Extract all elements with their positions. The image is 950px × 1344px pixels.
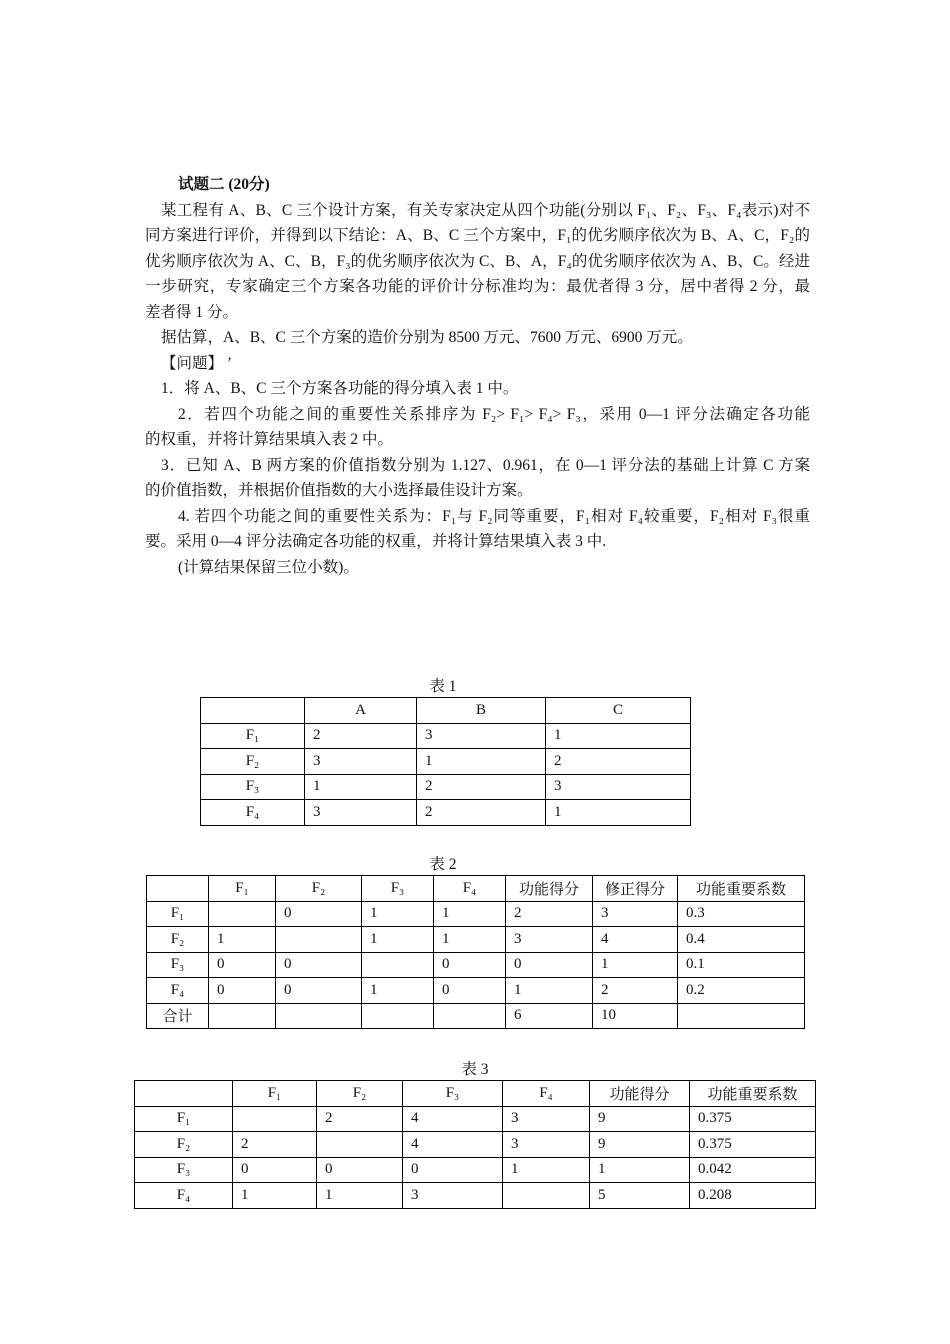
header-cell: F₄ [503,1081,590,1107]
table1-caption: 表 1 [429,678,457,695]
row-label: F₃ [201,774,305,800]
section-heading: 【问题】 ’ [161,354,233,372]
table-cell: 2 [546,749,691,775]
table-cell [276,1003,362,1029]
table-cell: 1 [506,978,593,1004]
header-cell: F₁ [233,1081,317,1107]
table-cell [317,1132,403,1158]
table-cell [503,1183,590,1209]
table-row [135,1157,816,1183]
table-cell [209,1003,276,1029]
header-cell: 功能重要系数 [690,1081,816,1107]
table-cell: 4 [403,1106,503,1132]
table-cell [434,1003,506,1029]
row-label: F₁ [147,901,209,927]
paragraph-line: 一步研究，专家确定三个方案各功能的评价计分标准均为：最优者得 3 分，居中者得 2 分，最 [145,278,810,295]
table-cell: 2 [506,901,593,927]
question-item: 4. 若四个功能之间的重要性关系为：F₁与 F₂同等重要，F₁相对 F₄较重要，F₂相对 F₃很重 [178,507,810,525]
paragraph-line: 同方案进行评价，并得到以下结论：A、B、C 三个方案中，F₁的优劣顺序依次为 B、A、C，F₂的 [145,227,810,244]
table-row [135,1106,816,1132]
row-label: F₁ [201,723,305,749]
table-row [201,774,691,800]
table-cell: 0.375 [690,1132,816,1158]
question-note: (计算结果保留三位小数)。 [178,558,359,576]
question-item: 的价值指数，并根据价值指数的大小选择最佳设计方案。 [145,482,533,499]
row-label: F₃ [147,952,209,978]
table-cell: 10 [593,1003,678,1029]
table-cell: 0.208 [690,1183,816,1209]
table-cell: 4 [403,1132,503,1158]
table-cell [276,927,362,953]
table-cell: 4 [593,927,678,953]
table-cell: 1 [362,927,434,953]
table-cell: 1 [417,749,546,775]
table-cell: 0.4 [678,927,805,953]
table-cell: 3 [503,1106,590,1132]
table-row [147,978,805,1004]
table-cell: 2 [417,800,546,826]
header-cell: B [417,698,546,724]
table-cell: 3 [546,774,691,800]
table-cell: 0.375 [690,1106,816,1132]
table-row [201,800,691,826]
question-title: 试题二 (20分) [178,176,270,193]
row-label: F₄ [201,800,305,826]
table-row [201,723,691,749]
header-cell: 功能重要系数 [678,876,805,902]
table3-caption: 表 3 [461,1061,489,1078]
paragraph-line: 某工程有 A、B、C 三个设计方案，有关专家决定从四个功能(分别以 F₁、F₂、F₃、F₄表示)对不 [161,201,810,219]
table-row [147,901,805,927]
row-label: 合计 [147,1003,209,1029]
table-cell: 9 [590,1132,690,1158]
table-cell: 5 [590,1183,690,1209]
table-cell: 3 [305,800,417,826]
table-cell: 0.3 [678,901,805,927]
table-cell: 6 [506,1003,593,1029]
header-cell: 功能得分 [590,1081,690,1107]
table2 [146,875,805,1029]
table-cell: 0 [506,952,593,978]
table-cell: 0 [434,952,506,978]
table-cell: 1 [546,723,691,749]
header-cell [201,698,305,724]
table-cell: 1 [593,952,678,978]
header-cell: F₃ [362,876,434,902]
question-item: 的权重，并将计算结果填入表 2 中。 [145,431,394,448]
table-row [147,927,805,953]
table-cell: 3 [506,927,593,953]
table-cell: 0 [209,952,276,978]
question-item: 要。采用 0—4 评分法确定各功能的权重，并将计算结果填入表 3 中. [145,533,607,550]
header-cell: F₄ [434,876,506,902]
table-cell: 1 [209,927,276,953]
table-cell: 2 [233,1132,317,1158]
table-cell: 2 [417,774,546,800]
table-cell [678,1003,805,1029]
table-cell: 3 [593,901,678,927]
table-row [135,1183,816,1209]
table-cell: 1 [434,901,506,927]
header-cell: 功能得分 [506,876,593,902]
table-cell: 0 [276,978,362,1004]
table-cell: 0 [209,978,276,1004]
table-cell: 2 [317,1106,403,1132]
header-cell: F₃ [403,1081,503,1107]
header-cell: F₂ [276,876,362,902]
table-cell: 0 [233,1157,317,1183]
table-cell [362,952,434,978]
table-cell: 0 [276,952,362,978]
table-cell: 1 [434,927,506,953]
table-cell: 0 [403,1157,503,1183]
table-row [135,1132,816,1158]
table-cell: 0.042 [690,1157,816,1183]
table-row [147,952,805,978]
header-cell: F₁ [209,876,276,902]
header-cell [147,876,209,902]
paragraph-line: 优劣顺序依次为 A、C、B，F₃的优劣顺序依次为 C、B、A，F₄的优劣顺序依次为 A、B、C。经进 [145,252,810,270]
header-cell [135,1081,233,1107]
table-cell: 1 [317,1183,403,1209]
header-cell: A [305,698,417,724]
table-cell: 9 [590,1106,690,1132]
table-cell: 1 [362,901,434,927]
table-header-row [135,1081,816,1107]
header-cell: C [546,698,691,724]
table-cell: 2 [305,723,417,749]
question-item: 1．将 A、B、C 三个方案各功能的得分填入表 1 中。 [161,380,519,397]
row-label: F₂ [201,749,305,775]
row-label: F₄ [147,978,209,1004]
header-cell: F₂ [317,1081,403,1107]
table-cell: 1 [362,978,434,1004]
question-text [145,172,810,580]
table-cell: 0.2 [678,978,805,1004]
table-cell: 2 [593,978,678,1004]
table-cell: 1 [233,1183,317,1209]
row-label: F₂ [135,1132,233,1158]
paragraph-line: 据估算，A、B、C 三个方案的造价分别为 8500 万元、7600 万元、6900 万元。 [161,329,693,346]
paragraph-line: 差者得 1 分。 [145,303,239,321]
row-label: F₃ [135,1157,233,1183]
table-cell [233,1106,317,1132]
table-row [201,749,691,775]
table-cell: 0.1 [678,952,805,978]
table-total-row [147,1003,805,1029]
table-header-row [147,876,805,902]
table-cell: 1 [305,774,417,800]
table3 [134,1080,816,1209]
table-cell [209,901,276,927]
table-cell: 0 [276,901,362,927]
row-label: F₁ [135,1106,233,1132]
question-item: 3．已知 A、B 两方案的价值指数分别为 1.127、0.961，在 0—1 评分法的基础上计算 C 方案 [161,456,810,474]
table-cell: 1 [546,800,691,826]
question-item: 2．若四个功能之间的重要性关系排序为 F₂> F₁> F₄> F₃，采用 0—1 评分法确定各功能 [178,405,810,423]
table-cell: 0 [434,978,506,1004]
header-cell: 修正得分 [593,876,678,902]
table1 [200,697,691,826]
table-cell: 3 [403,1183,503,1209]
table-cell: 0 [317,1157,403,1183]
table-header-row [201,698,691,724]
table2-caption: 表 2 [429,856,457,873]
table-cell: 3 [503,1132,590,1158]
table-cell: 1 [503,1157,590,1183]
table-cell [362,1003,434,1029]
table-cell: 1 [590,1157,690,1183]
row-label: F₄ [135,1183,233,1209]
row-label: F₂ [147,927,209,953]
table-cell: 3 [305,749,417,775]
table-cell: 3 [417,723,546,749]
